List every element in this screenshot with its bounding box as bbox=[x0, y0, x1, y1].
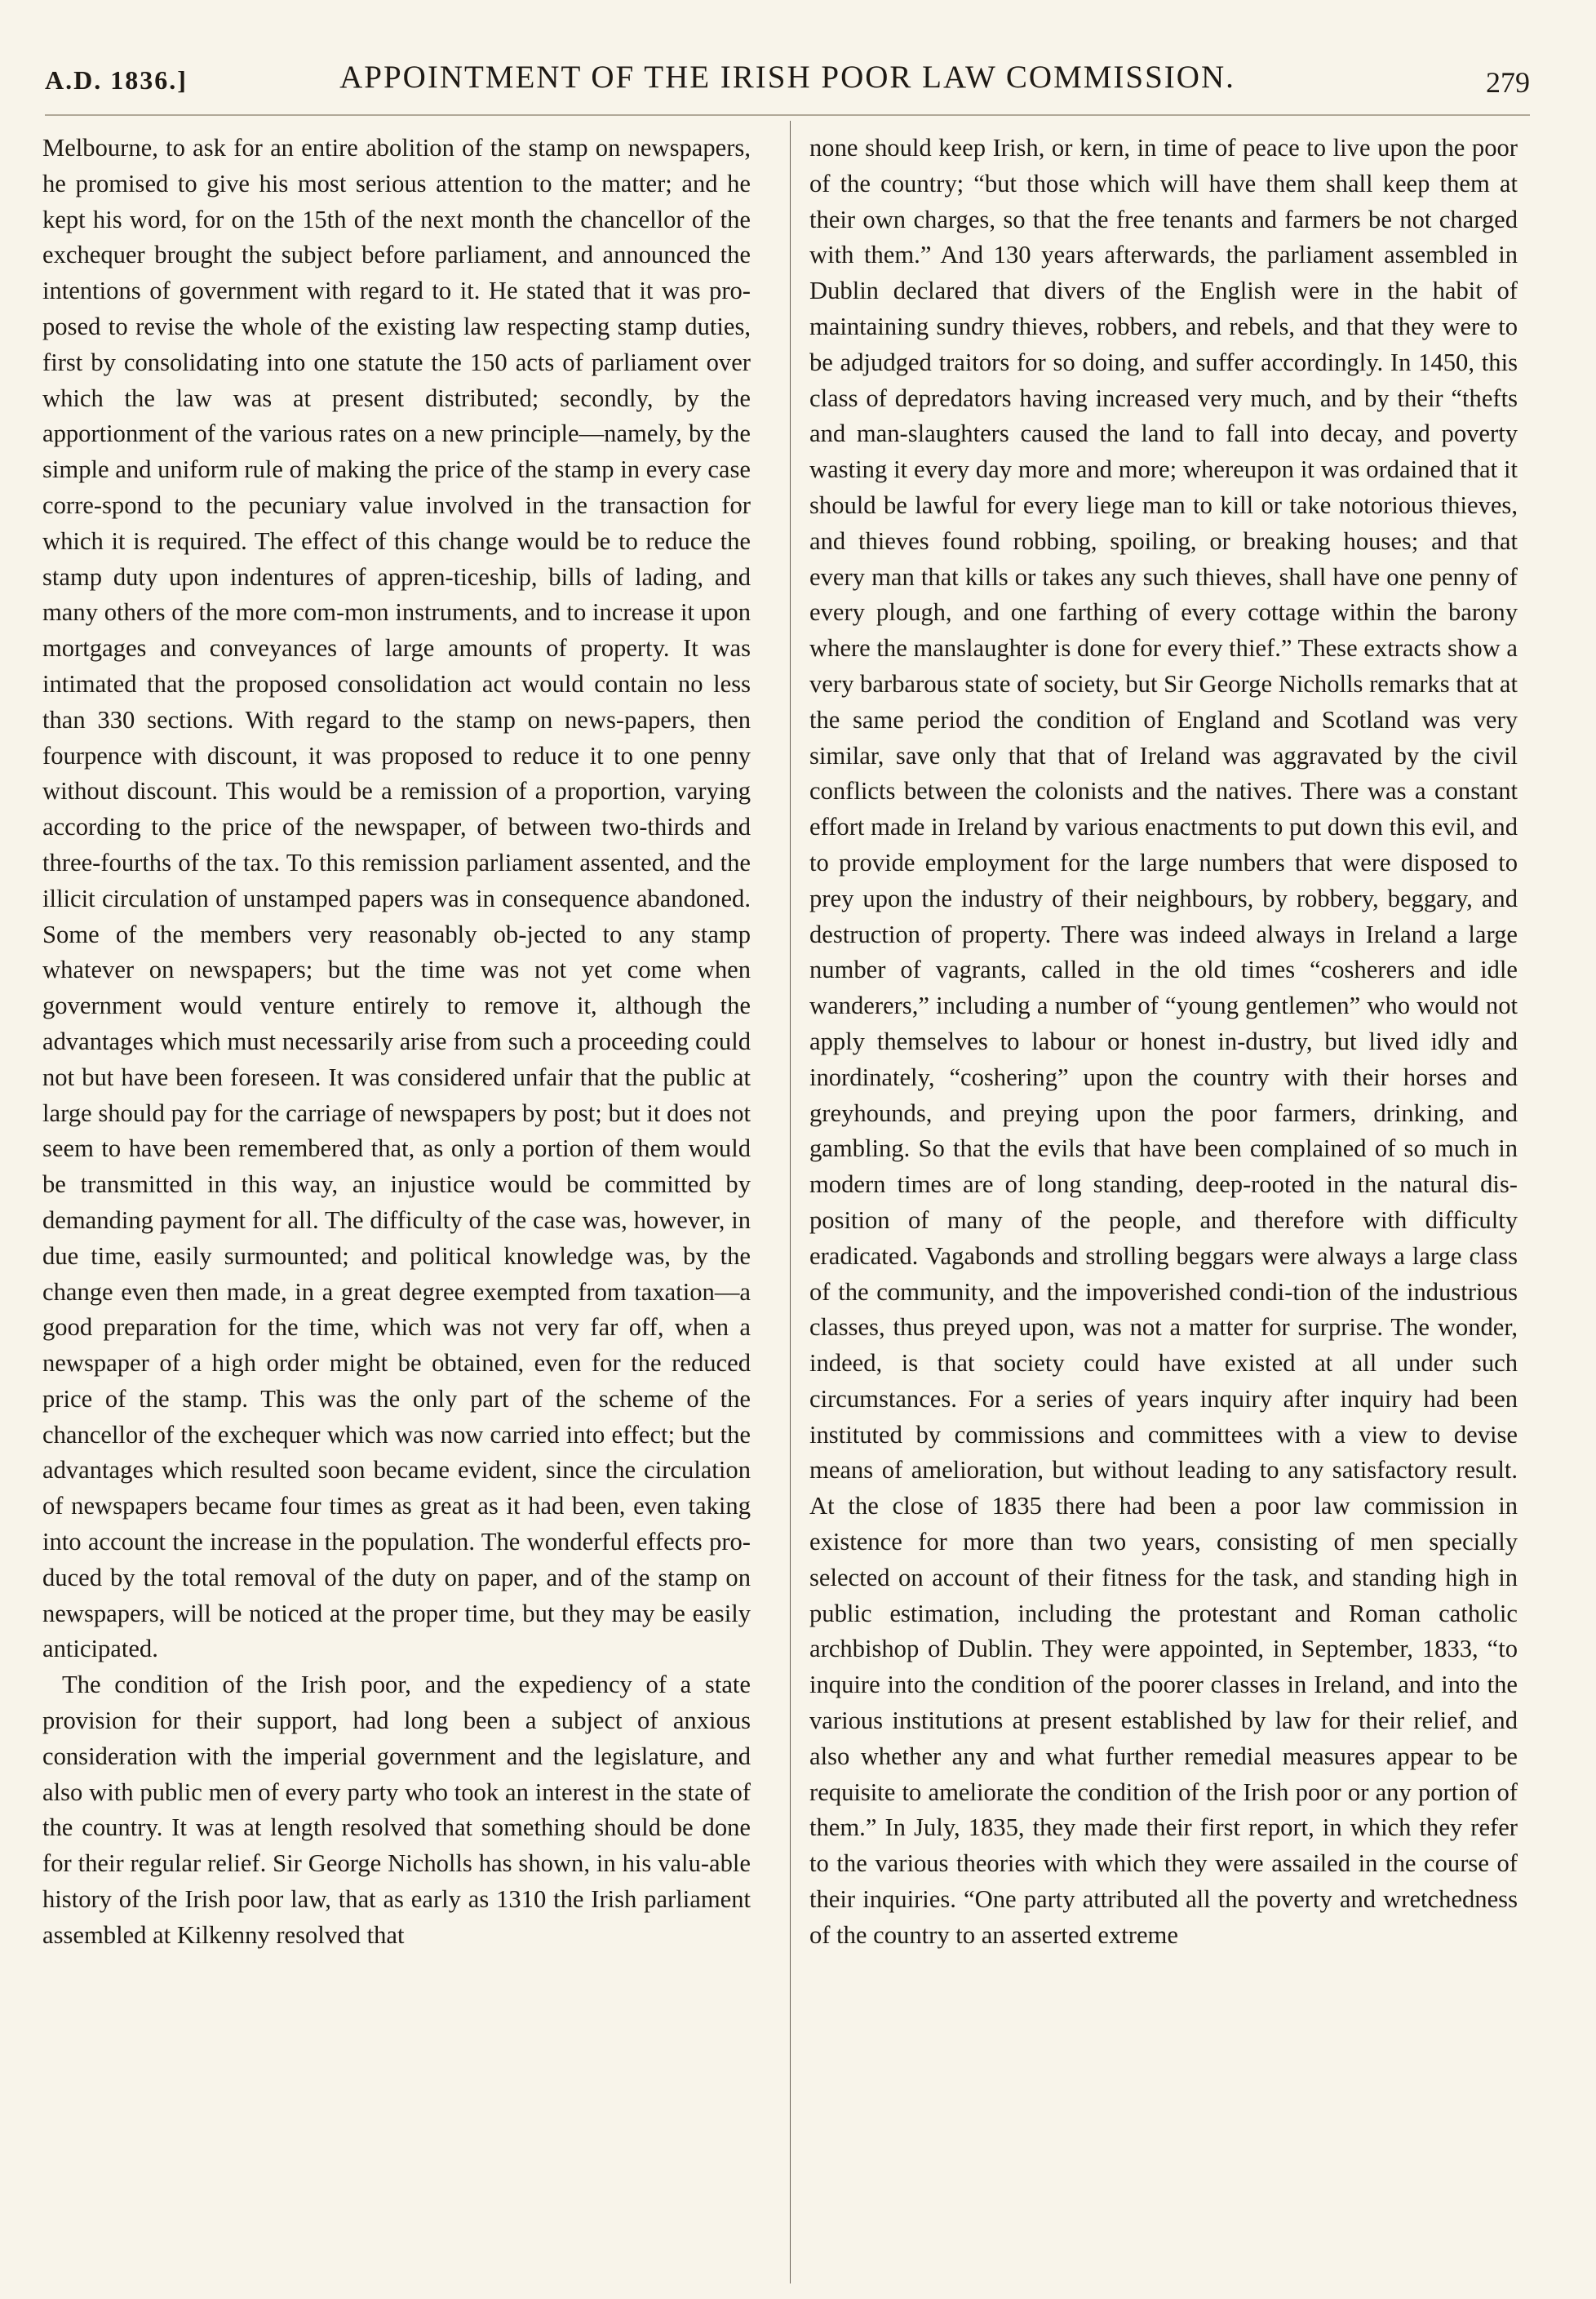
header-rule bbox=[45, 114, 1530, 116]
left-column bbox=[42, 131, 751, 2285]
left-paragraph-1: Melbourne, to ask for an entire abolition of the stamp on newspapers, he promised to give his most serious attention to the matter; and he kept his word, for on the 15th of the next month the chancellor of the exchequer brought the subject before parliament, and announced the intentions of government with regard to it. He stated that it was pro-posed to revise the whole of the existing law respecting stamp duties, first by consolidating into one statute the 150 acts of parliament over which the law was at present distributed; secondly, by the apportionment of the various rates on a new principle—namely, by the simple and uniform rule of making the price of the stamp in every case corre-spond to the pecuniary value involved in the transaction for which it is required. The effect of this change would be to reduce the stamp duty upon indentures of appren-ticeship, bills of lading, and many others of the more com-mon instruments, and to increase it upon mortgages and conveyances of large amounts of property. It was intimated that the proposed consolidation act would contain no less than 330 sections. With regard to the stamp on news-papers, then fourpence with discount, it was proposed to reduce it to one penny without discount. This would be a remission of a proportion, varying according to the price of the newspaper, of between two-thirds and three-fourths of the tax. To this remission parliament assented, and the illicit circulation of unstamped papers was in consequence abandoned. Some of the members very reasonably ob-jected to any stamp whatever on newspapers; but the time was not yet come when government would venture entirely to remove it, although the advantages which must necessarily arise from such a proceeding could not but have been foreseen. It was considered unfair that the public at large should pay for the carriage of newspapers by post; but it does not seem to have been remembered that, as only a portion of them would be transmitted in this way, an injustice would be committed by demanding payment for all. The difficulty of the case was, however, in due time, easily surmounted; and political knowledge was, by the change even then made, in a great degree exempted from taxation—a good preparation for the time, which was not very far off, when a newspaper of a high order might be obtained, even for the reduced price of the stamp. This was the only part of the scheme of the chancellor of the exchequer which was now carried into effect; but the advantages which resulted soon became evident, since the circulation of newspapers became four times as great as it had been, even taking into account the increase in the population. The wonderful effects pro-duced by the total removal of the duty on paper, and of the stamp on newspapers, will be noticed at the proper time, but they may be easily anticipated. bbox=[42, 134, 751, 1663]
page-number: 279 bbox=[1486, 66, 1530, 99]
running-header bbox=[45, 59, 1530, 108]
column-divider bbox=[790, 121, 791, 2283]
left-paragraph-2: The condition of the Irish poor, and the expediency of a state provision for their support, had long been a subject of anxious consideration with the imperial government and the legislature, and also with public men of every party who took an interest in the state of the country. It was at length resolved that something should be done for their regular relief. Sir George Nicholls has shown, in his valu-able history of the Irish poor law, that as early as 1310 the Irish parliament assembled at Kilkenny resolved that bbox=[42, 1671, 751, 1949]
header-title: APPOINTMENT OF THE IRISH POOR LAW COMMISSION. bbox=[339, 60, 1235, 95]
right-column bbox=[809, 131, 1518, 2285]
header-date: A.D. 1836.] bbox=[45, 65, 188, 95]
right-paragraph-1: none should keep Irish, or kern, in time of peace to live upon the poor of the country; “but those which will have them shall keep them at their own charges, so that the free tenants and farmers be not charged with them.” And 130 years afterwards, the parliament assembled in Dublin declared that divers of the English were in the habit of maintaining sundry thieves, robbers, and rebels, and that they were to be adjudged traitors for so doing, and suffer accordingly. In 1450, this class of depredators having increased very much, and by their “thefts and man-slaughters caused the land to fall into decay, and poverty wasting it every day more and more; whereupon it was ordained that it should be lawful for every liege man to kill or take notorious thieves, and thieves found robbing, spoiling, or breaking houses; and that every man that kills or takes any such thieves, shall have one penny of every plough, and one farthing of every cottage within the barony where the manslaughter is done for every thief.” These extracts show a very barbarous state of society, but Sir George Nicholls remarks that at the same period the condition of England and Scotland was very similar, save only that that of Ireland was aggravated by the civil conflicts between the colonists and the natives. There was a constant effort made in Ireland by various enactments to put down this evil, and to provide employment for the large numbers that were disposed to prey upon the industry of their neighbours, by robbery, beggary, and destruction of property. There was indeed always in Ireland a large number of vagrants, called in the old times “cosherers and idle wanderers,” including a number of “young gentlemen” who would not apply themselves to labour or honest in-dustry, but lived idly and inordinately, “coshering” upon the country with their horses and greyhounds, and preying upon the poor farmers, drinking, and gambling. So that the evils that have been complained of so much in modern times are of long standing, deep-rooted in the natural dis-position of many of the people, and therefore with difficulty eradicated. Vagabonds and strolling beggars were always a large class of the community, and the impoverished condi-tion of the industrious classes, thus preyed upon, was not a matter for surprise. The wonder, indeed, is that society could have existed at all under such circumstances. For a series of years inquiry after inquiry had been instituted by commissions and committees with a view to devise means of amelioration, but without leading to any satisfactory result. At the close of 1835 there had been a poor law commission in existence for more than two years, consisting of men specially selected on account of their fitness for the task, and standing high in public estimation, including the protestant and Roman catholic archbishop of Dublin. They were appointed, in September, 1833, “to inquire into the condition of the poorer classes in Ireland, and into the various institutions at present established by law for their relief, and also whether any and what further remedial measures appear to be requisite to ameliorate the condition of the Irish poor or any portion of them.” In July, 1835, they made their first report, in which they refer to the various theories with which they were assailed in the course of their inquiries. “One party attributed all the poverty and wretchedness of the country to an asserted extreme bbox=[809, 134, 1518, 1949]
